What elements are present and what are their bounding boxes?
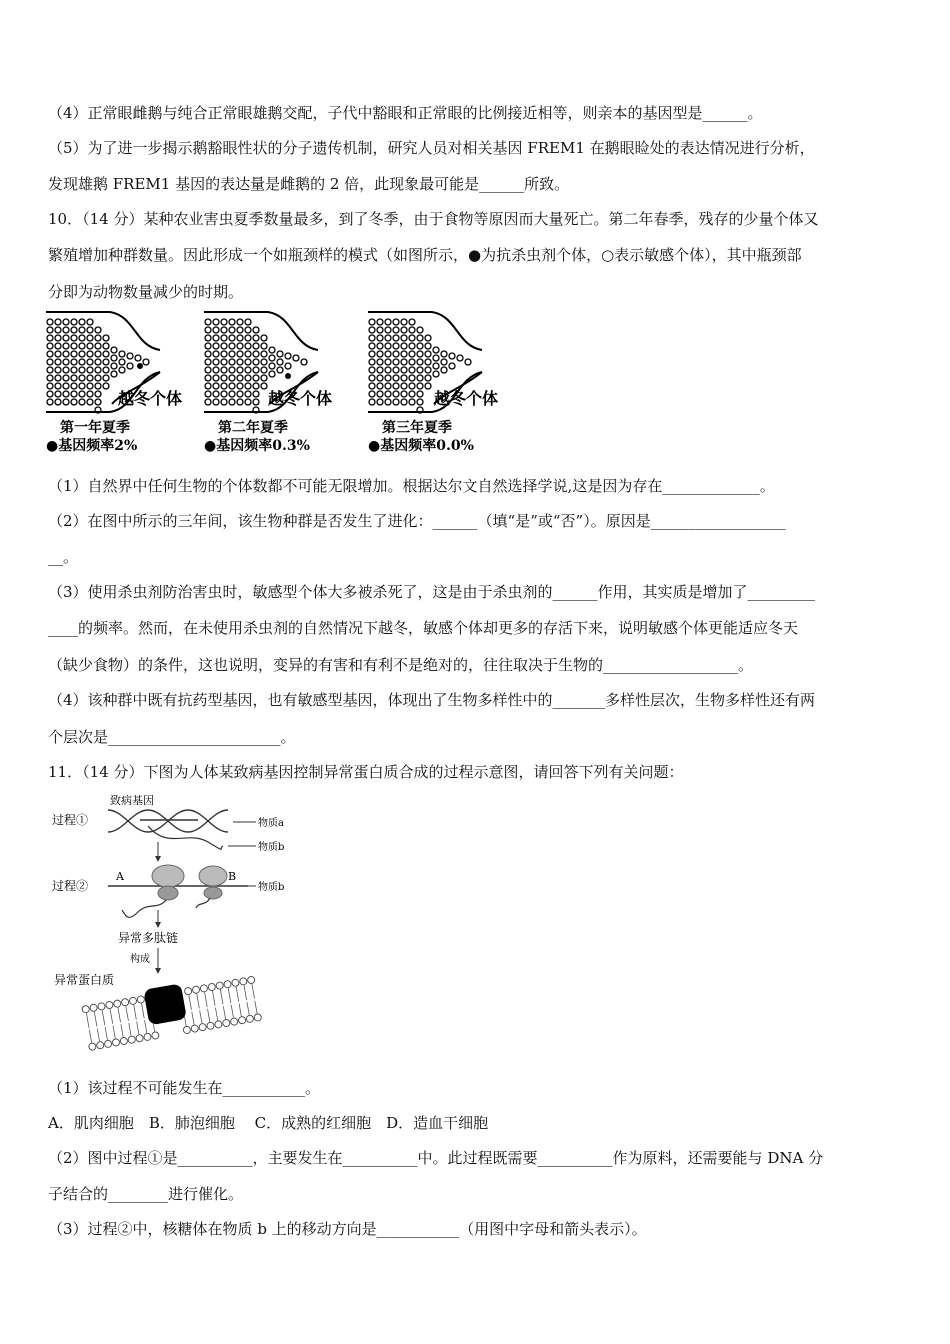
- winter-label-2: 越冬个体: [268, 389, 333, 408]
- q10-intro-line2: 繁殖增加种群数量。因此形成一个如瓶颈样的模式（如图所示，●为抗杀虫剂个体，○表示敏感个体），其中瓶颈部: [48, 246, 802, 264]
- bottleneck-panel-1: [46, 312, 182, 454]
- panel-title-3: 第三年夏季: [382, 420, 452, 436]
- q10-part2-line1: （2）在图中所示的三年间，该生物种群是否发生了进化：______（填“是”或“否”）。原因是__________________: [48, 512, 786, 530]
- panel-title-1: 第一年夏季: [60, 420, 130, 436]
- bottleneck-panel-3: [368, 312, 498, 454]
- substance-b-label-2: 物质b: [258, 882, 285, 893]
- q11-intro: 11．（14 分）下图为人体某致病基因控制异常蛋白质合成的过程示意图，请回答下列有关问题：: [48, 763, 684, 781]
- q11-part3: （3）过程②中，核糖体在物质 b 上的移动方向是___________（用图中字母和箭头表示）。: [48, 1220, 647, 1238]
- q10-part3-line3: （缺少食物）的条件，这也说明，变异的有害和有利不是绝对的，往往取决于生物的__________________。: [48, 656, 754, 674]
- winter-label-3: 越冬个体: [434, 389, 499, 408]
- q10-part1: （1）自然界中任何生物的个体数都不可能无限增加。根据达尔文自然选择学说,这是因为存在_____________。: [48, 477, 775, 495]
- gene-label: 致病基因: [110, 794, 154, 807]
- panel-title-2: 第二年夏季: [218, 420, 288, 436]
- point-b-label: B: [228, 870, 237, 883]
- panel-freq-3: ●基因频率0.0%: [368, 438, 474, 454]
- substance-a-label: 物质a: [258, 818, 284, 829]
- process1-label: 过程①: [52, 813, 89, 827]
- q11-part2-line1: （2）图中过程①是__________，主要发生在__________中。此过程既需要__________作为原料，还需要能与 DNA 分: [48, 1149, 824, 1167]
- q10-part3-line2: ____的频率。然而，在未使用杀虫剂的自然情况下越冬，敏感个体却更多的存活下来，说明敏感个体更能适应冬天: [48, 619, 799, 637]
- winter-label-1: 越冬个体: [118, 389, 183, 408]
- q9-part5-line1: （5）为了进一步揭示鹅豁眼性状的分子遗传机制，研究人员对相关基因 FREM1 在鹅眼睑处的表达情况进行分析，: [48, 139, 815, 157]
- q9-part5-line2: 发现雄鹅 FREM1 基因的表达量是雌鹅的 2 倍，此现象最可能是______所致。: [48, 175, 570, 193]
- q10-intro-line3: 分即为动物数量减少的时期。: [48, 283, 244, 301]
- q10-part4-line2: 个层次是_______________________。: [48, 728, 296, 746]
- q9-part4: （4）正常眼雌鹅与纯合正常眼雄鹅交配，子代中豁眼和正常眼的比例接近相等，则亲本的基因型是______。: [48, 104, 763, 122]
- q10-part2-line2: __。: [48, 548, 79, 566]
- abnormal-protein-label: 异常蛋白质: [54, 973, 115, 987]
- bottleneck-panel-2: [204, 312, 332, 454]
- q10-part4-line1: （4）该种群中既有抗药型基因，也有敏感型基因，体现出了生物多样性中的_______多样性层次，生物多样性还有两: [48, 691, 816, 709]
- q10-part3-line1: （3）使用杀虫剂防治害虫时，敏感型个体大多被杀死了，这是由于杀虫剂的______作用，其实质是增加了_________: [48, 583, 816, 601]
- substance-b-label-1: 物质b: [258, 842, 285, 853]
- point-a-label: A: [116, 870, 124, 883]
- q11-part2-line2: 子结合的________进行催化。: [48, 1185, 244, 1203]
- panel-freq-2: ●基因频率0.3%: [204, 438, 310, 454]
- abnormal-peptide-label: 异常多肽链: [118, 931, 179, 945]
- q11-part1: （1）该过程不可能发生在___________。: [48, 1079, 321, 1097]
- bottleneck-figure: [40, 308, 540, 458]
- q11-options: A．肌肉细胞 B．肺泡细胞 C．成熟的红细胞 D．造血干细胞: [48, 1114, 489, 1132]
- panel-freq-1: ●基因频率2%: [46, 438, 138, 454]
- gene-expression-figure: [48, 790, 288, 1065]
- q10-intro-line1: 10．（14 分）某种农业害虫夏季数量最多，到了冬季，由于食物等原因而大量死亡。第二年春季，残存的少量个体又: [48, 210, 819, 228]
- process2-label: 过程②: [52, 879, 89, 893]
- forms-label: 构成: [130, 954, 150, 965]
